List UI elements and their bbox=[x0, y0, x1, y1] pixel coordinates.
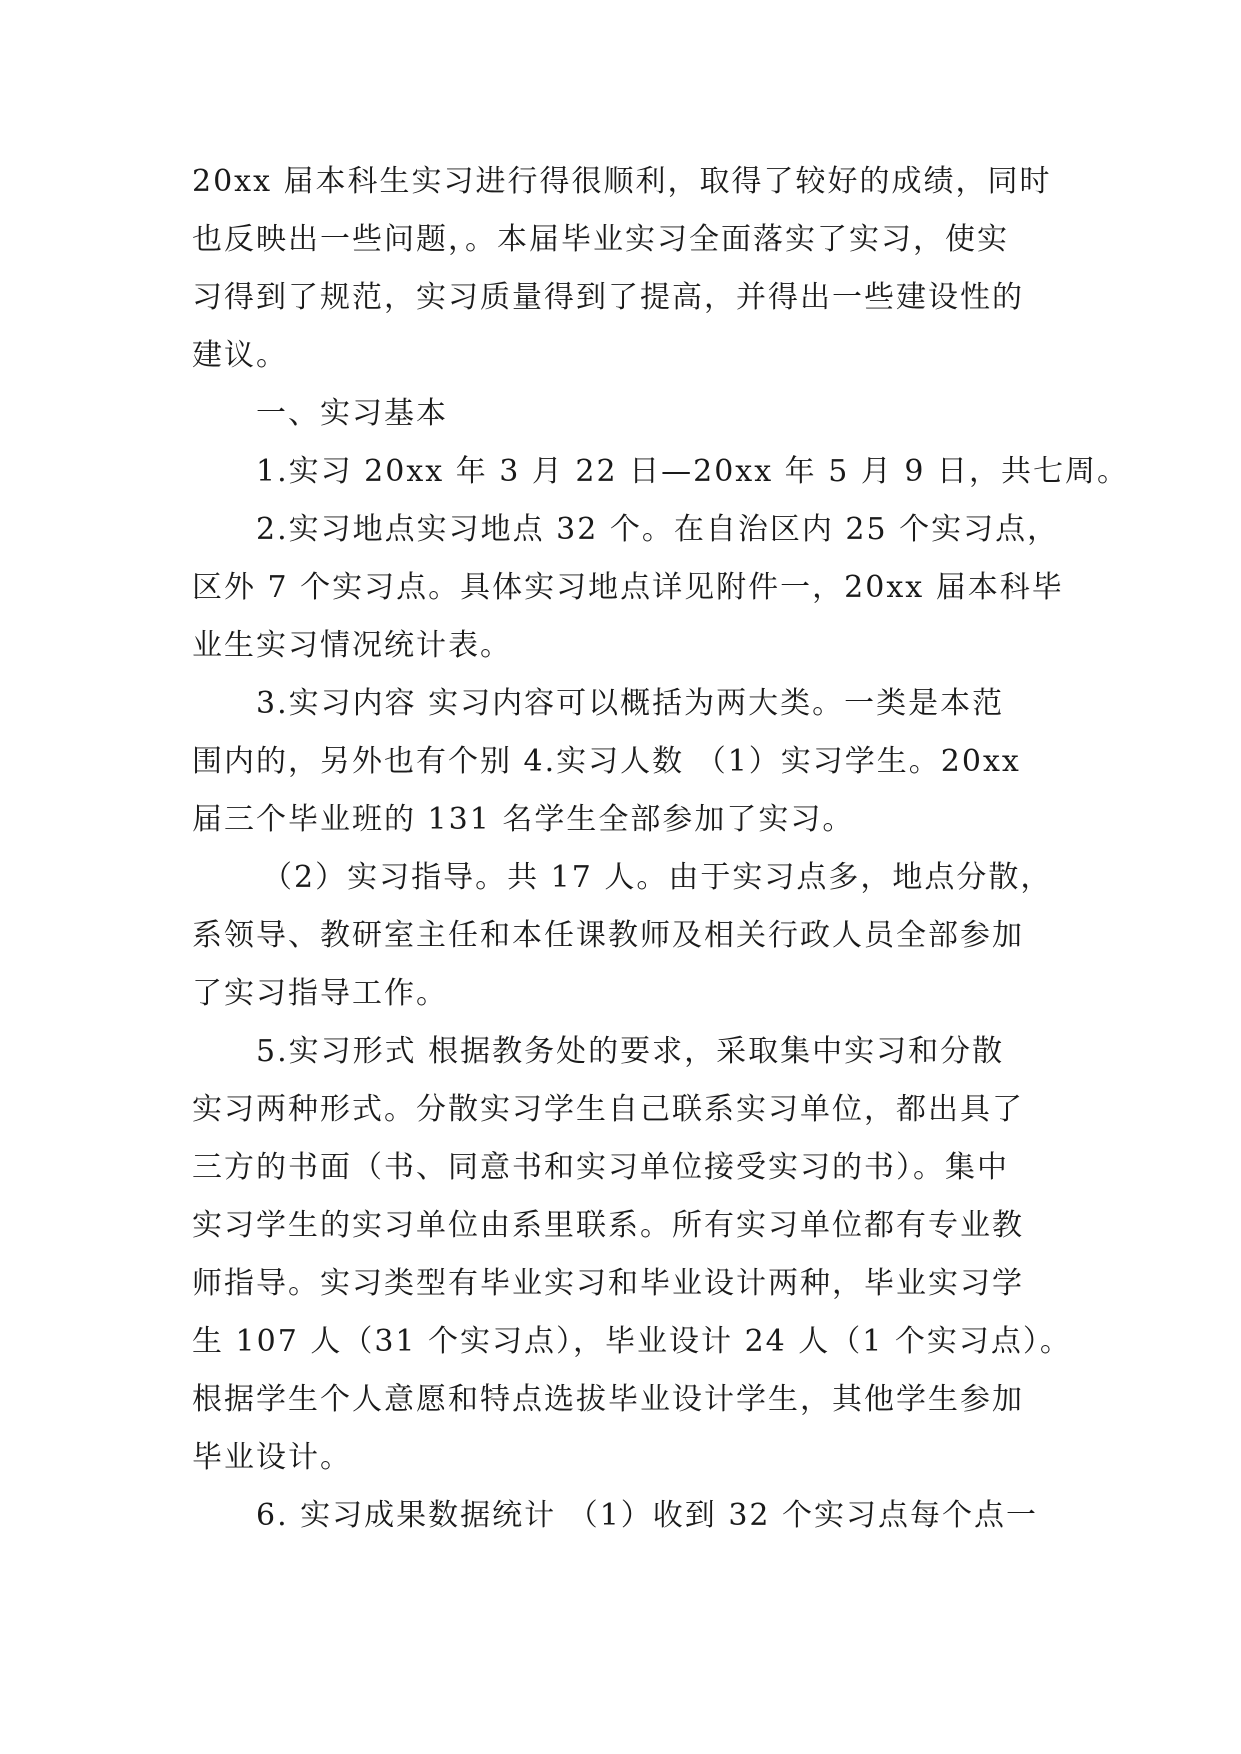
text-line-1: 20xx 届本科生实习进行得很顺利，取得了较好的成绩，同时 bbox=[192, 164, 1052, 199]
text-line-22: 根据学生个人意愿和特点选拔毕业设计学生，其他学生参加 bbox=[192, 1382, 1024, 1417]
text-line-20: 师指导。实习类型有毕业实习和毕业设计两种，毕业实习学 bbox=[192, 1266, 1024, 1301]
text-line-12: 届三个毕业班的 131 名学生全部参加了实习。 bbox=[192, 802, 855, 837]
text-line-14: 系领导、教研室主任和本任课教师及相关行政人员全部参加 bbox=[192, 918, 1024, 953]
text-line-11: 围内的，另外也有个别 4.实习人数 （1）实习学生。20xx bbox=[192, 744, 1021, 779]
text-line-4: 建议。 bbox=[192, 338, 288, 373]
text-line-9: 业生实习情况统计表。 bbox=[192, 628, 512, 663]
text-line-6: 1.实习 20xx 年 3 月 22 日—20xx 年 5 月 9 日，共七周。 bbox=[256, 454, 1129, 489]
text-line-15: 了实习指导工作。 bbox=[192, 976, 448, 1011]
text-line-23: 毕业设计。 bbox=[192, 1440, 352, 1475]
text-line-17: 实习两种形式。分散实习学生自己联系实习单位，都出具了 bbox=[192, 1092, 1024, 1127]
text-line-10: 3.实习内容 实习内容可以概括为两大类。一类是本范 bbox=[256, 686, 1005, 721]
section-heading: 一、实习基本 bbox=[256, 396, 448, 431]
text-line-16: 5.实习形式 根据教务处的要求，采取集中实习和分散 bbox=[256, 1034, 1005, 1069]
text-line-2: 也反映出一些问题，。本届毕业实习全面落实了实习，使实 bbox=[192, 222, 1009, 257]
text-line-21: 生 107 人（31 个实习点），毕业设计 24 人（1 个实习点）。 bbox=[192, 1324, 1072, 1359]
text-line-8: 区外 7 个实习点。具体实习地点详见附件一，20xx 届本科毕 bbox=[192, 570, 1064, 605]
text-line-19: 实习学生的实习单位由系里联系。所有实习单位都有专业教 bbox=[192, 1208, 1024, 1243]
text-line-24: 6. 实习成果数据统计 （1）收到 32 个实习点每个点一 bbox=[256, 1498, 1039, 1533]
text-line-18: 三方的书面（书、同意书和实习单位接受实习的书）。集中 bbox=[192, 1150, 1009, 1185]
text-line-7: 2.实习地点实习地点 32 个。在自治区内 25 个实习点， bbox=[256, 512, 1060, 547]
text-line-13: （2）实习指导。共 17 人。由于实习点多，地点分散， bbox=[262, 860, 1053, 895]
text-line-3: 习得到了规范，实习质量得到了提高，并得出一些建设性的 bbox=[192, 280, 1024, 315]
